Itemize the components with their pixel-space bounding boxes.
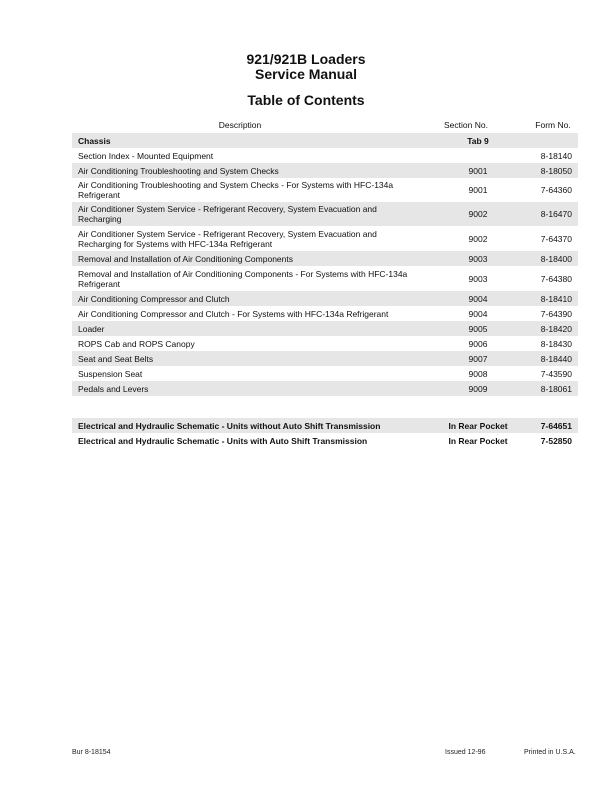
schematic-form: 7-52850	[540, 435, 572, 446]
row-form: 8-18440	[540, 353, 572, 364]
table-row	[72, 291, 578, 306]
schematic-description: Electrical and Hydraulic Schematic - Units without Auto Shift Transmission	[78, 420, 381, 431]
manual-title: 921/921B Loaders	[246, 51, 366, 67]
row-description: Seat and Seat Belts	[78, 353, 154, 364]
table-row	[72, 321, 578, 336]
table-row	[72, 351, 578, 366]
row-form: 7-64380	[540, 273, 572, 284]
row-description: Air Conditioning Compressor and Clutch - For Systems with HFC-134a Refrigerant	[78, 308, 389, 319]
row-section: 9009	[468, 383, 488, 394]
row-description: Removal and Installation of Air Conditioning Components	[78, 253, 293, 264]
row-description: Air Conditioner System Service - Refrigerant Recovery, System Evacuation and Recharging for Systems with HFC-134a Refrigerant	[78, 228, 377, 249]
table-row	[72, 163, 578, 178]
toc-table	[72, 133, 578, 448]
row-section: 9003	[468, 253, 488, 264]
schematic-form: 7-64651	[540, 420, 572, 431]
row-section: 9004	[468, 293, 488, 304]
row-form: 8-18430	[540, 338, 572, 349]
row-description: Air Conditioning Troubleshooting and System Checks - For Systems with HFC-134a Refrigerant	[78, 180, 394, 200]
column-header-description: Description	[218, 120, 262, 130]
row-form: 8-18140	[540, 150, 572, 161]
table-row	[72, 336, 578, 351]
row-form: 8-18061	[540, 383, 572, 394]
schematic-location: In Rear Pocket	[448, 420, 508, 431]
row-section: 9002	[468, 209, 488, 219]
table-row	[72, 306, 578, 321]
row-description: Suspension Seat	[78, 368, 143, 379]
row-form: 7-64360	[540, 185, 572, 195]
schematic-location: In Rear Pocket	[448, 435, 508, 446]
row-section: 9001	[468, 165, 488, 176]
row-form: 8-18050	[540, 165, 572, 176]
schematic-description: Electrical and Hydraulic Schematic - Units with Auto Shift Transmission	[78, 435, 368, 446]
row-section: 9008	[468, 368, 488, 379]
row-section: 9003	[468, 273, 488, 284]
schematic-row	[72, 433, 578, 448]
row-form: 7-43590	[540, 368, 572, 379]
row-form: 7-64370	[540, 233, 572, 244]
toc-heading: Table of Contents	[247, 92, 365, 108]
row-description: Loader	[78, 323, 105, 334]
table-row	[72, 266, 578, 291]
row-description: Air Conditioning Compressor and Clutch	[78, 293, 230, 304]
column-header-form: Form No.	[535, 120, 571, 130]
row-form: 8-18420	[540, 323, 572, 334]
manual-subtitle: Service Manual	[255, 66, 357, 82]
chassis-label: Chassis	[78, 135, 111, 146]
chassis-row	[72, 133, 578, 148]
table-row	[72, 366, 578, 381]
table-row	[72, 148, 578, 163]
row-section: 9005	[468, 323, 488, 334]
table-row	[72, 202, 578, 226]
row-section: 9001	[468, 185, 488, 195]
footer-issued: Issued 12-96	[445, 749, 486, 756]
table-row	[72, 251, 578, 266]
row-section: 9002	[468, 233, 488, 244]
row-form: 7-64390	[540, 308, 572, 319]
row-description: Pedals and Levers	[78, 383, 149, 394]
chassis-tab: Tab 9	[467, 135, 489, 146]
table-row	[72, 226, 578, 251]
column-header-section: Section No.	[444, 120, 488, 130]
table-row	[72, 178, 578, 202]
row-form: 8-18410	[540, 293, 572, 304]
row-section: 9004	[468, 308, 488, 319]
row-description: ROPS Cab and ROPS Canopy	[78, 338, 195, 349]
row-description: Section Index - Mounted Equipment	[78, 150, 214, 161]
table-row	[72, 381, 578, 396]
row-section: 9006	[468, 338, 488, 349]
footer-printed: Printed in U.S.A.	[524, 749, 576, 756]
row-section: 9007	[468, 353, 488, 364]
footer-form-number: Bur 8-18154	[72, 749, 111, 756]
row-description: Air Conditioning Troubleshooting and System Checks	[78, 165, 279, 176]
row-form: 8-16470	[540, 209, 572, 219]
row-form: 8-18400	[540, 253, 572, 264]
spacer	[72, 396, 578, 418]
schematic-row	[72, 418, 578, 433]
row-description: Removal and Installation of Air Conditioning Components - For Systems with HFC-134a Refrigerant	[78, 268, 408, 289]
row-description: Air Conditioner System Service - Refrigerant Recovery, System Evacuation and Recharging	[78, 204, 377, 224]
